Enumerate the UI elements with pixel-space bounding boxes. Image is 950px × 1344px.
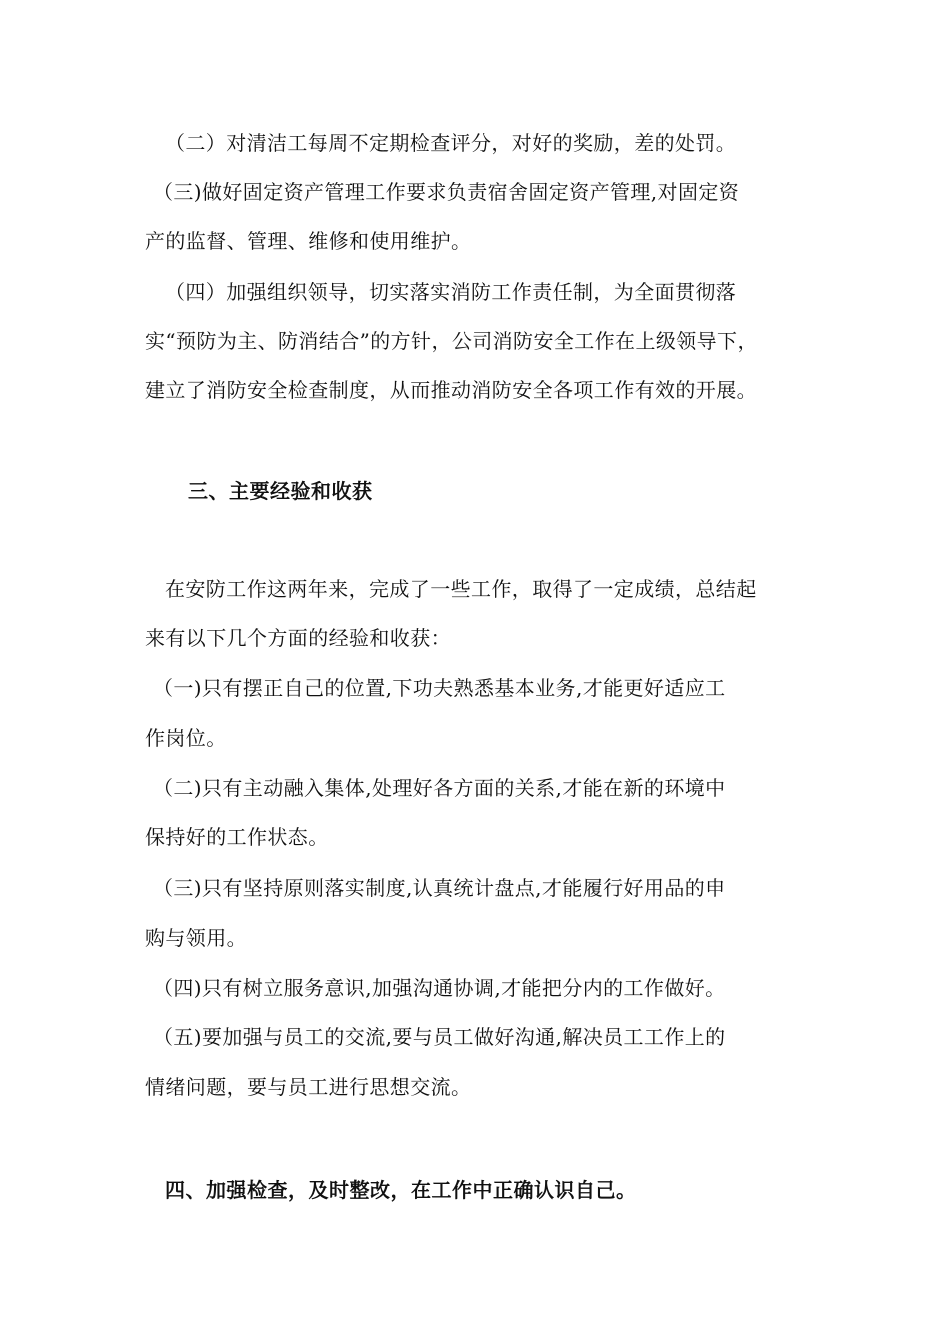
paragraph-line: （三)做好固定资产管理工作要求负责宿舍固定资产管理,对固定资 [153,180,740,204]
paragraph-line: 产的监督、管理、维修和使用维护。 [145,229,472,253]
list-item-line: （五)要加强与员工的交流,要与员工做好沟通,解决员工工作上的 [153,1025,726,1049]
list-item-line: 保持好的工作状态。 [145,825,329,849]
paragraph-line: 来有以下几个方面的经验和收获： [145,626,451,650]
paragraph-line: 实“预防为主、防消结合”的方针，公司消防安全工作在上级领导下， [145,329,758,353]
paragraph-line: （二）对清洁工每周不定期检查评分，对好的奖励，差的处罚。 [165,131,737,155]
list-item-line: 作岗位。 [145,726,227,750]
list-item-line: （二)只有主动融入集体,处理好各方面的关系,才能在新的环境中 [153,776,726,800]
section-heading: 四、加强检查，及时整改，在工作中正确认识自己。 [165,1178,637,1202]
list-item-line: （三)只有坚持原则落实制度,认真统计盘点,才能履行好用品的申 [153,876,726,900]
section-heading: 三、主要经验和收获 [188,479,373,503]
paragraph-line: （四）加强组织领导，切实落实消防工作责任制，为全面贯彻落 [165,280,737,304]
list-item-line: 购与领用。 [145,926,247,950]
list-item-line: （一)只有摆正自己的位置,下功夫熟悉基本业务,才能更好适应工 [153,676,726,700]
paragraph-line: 建立了消防安全检查制度，从而推动消防安全各项工作有效的开展。 [145,378,757,402]
list-item-line: 情绪问题，要与员工进行思想交流。 [145,1075,472,1099]
paragraph-line: 在安防工作这两年来，完成了一些工作，取得了一定成绩，总结起 [165,577,757,601]
list-item-line: （四)只有树立服务意识,加强沟通协调,才能把分内的工作做好。 [153,976,726,1000]
